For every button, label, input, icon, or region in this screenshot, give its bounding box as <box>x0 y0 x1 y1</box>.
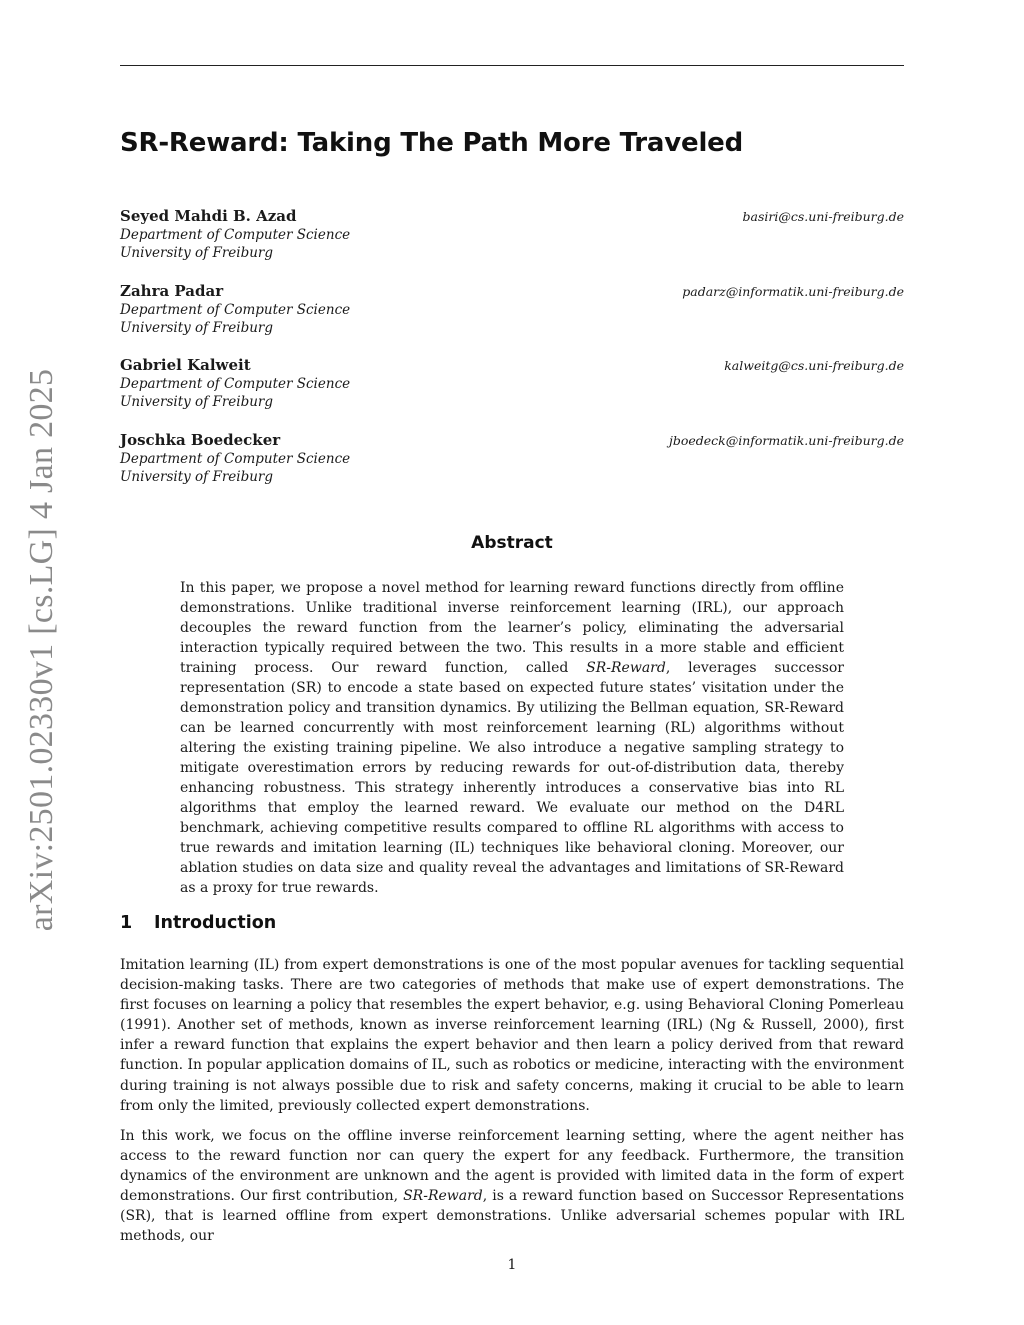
abstract-text <box>180 578 844 898</box>
paragraph-text-part: In this work, we focus on the offline inverse reinforcement learning setting, where the agent neither has access to the reward function nor can query the expert for any feedback. Furthermore, the transition dynamics of the environment are unknown and the agent is provided with limited data in the form of expert demonstrations. Our first contribution, <box>120 1128 904 1205</box>
author-block <box>120 431 904 486</box>
author-department: Department of Computer Science <box>120 376 351 392</box>
author-block <box>120 356 904 411</box>
author-department: Department of Computer Science <box>120 302 351 318</box>
paragraph-emphasis: SR-Reward <box>403 1188 483 1205</box>
author-department: Department of Computer Science <box>120 227 351 243</box>
abstract-heading: Abstract <box>471 533 553 553</box>
author-email[interactable]: padarz@informatik.uni-freiburg.de <box>682 284 904 299</box>
paragraph-text-part: , is a reward function based on Successor Representations (SR), that is learned offline from expert demonstrations. Unlike adversarial schemes popular with IRL methods, our <box>120 1188 905 1245</box>
author-university: University of Freiburg <box>120 469 274 485</box>
section-number: 1 <box>120 913 133 933</box>
author-university: University of Freiburg <box>120 245 274 261</box>
author-name: Zahra Padar <box>120 282 224 300</box>
section-heading <box>120 913 276 933</box>
abstract-text-part: , leverages successor representation (SR) to encode a state based on expected future states’ visitation under the demonstration policy and transition dynamics. By utilizing the Bellman equation, SR-Reward can be learned concurrently with most reinforcement learning (RL) algorithms without altering the existing training pipeline. We also introduce a negative sampling strategy to mitigate overestimation errors by reducing rewards for out-of-distribution data, thereby enhancing robustness. This strategy inherently introduces a conservative bias into RL algorithms that employ the learned reward. We evaluate our method on the D4RL benchmark, achieving competitive results compared to offline RL algorithms with access to true rewards and imitation learning (IL) techniques like behavioral cloning. Moreover, our ablation studies on data size and quality reveal the advantages and limitations of SR-Reward as a proxy for true rewards. <box>180 660 844 896</box>
paper-title: SR-Reward: Taking The Path More Traveled <box>120 128 743 158</box>
author-email[interactable]: basiri@cs.uni-freiburg.de <box>742 209 904 224</box>
page-number: 1 <box>507 1257 517 1273</box>
arxiv-identifier-stamp: arXiv:2501.02330v1 [cs.LG] 4 Jan 2025 <box>23 368 60 932</box>
author-block <box>120 282 904 337</box>
author-name: Seyed Mahdi B. Azad <box>120 207 297 225</box>
abstract-text-part: In this paper, we propose a novel method for learning reward functions directly from offline demonstrations. Unlike traditional inverse reinforcement learning (IRL), our approach decouples the reward function from the learner’s policy, eliminating the adversarial interaction typically required between the two. This results in a more stable and efficient training process. Our reward function, called <box>180 580 844 676</box>
author-name: Joschka Boedecker <box>120 431 281 449</box>
author-block <box>120 207 904 262</box>
abstract-emphasis: SR-Reward <box>586 660 666 676</box>
author-department: Department of Computer Science <box>120 451 351 467</box>
author-name: Gabriel Kalweit <box>120 356 251 374</box>
author-email[interactable]: jboedeck@informatik.uni-freiburg.de <box>668 433 904 448</box>
section-title: Introduction <box>154 913 277 933</box>
top-rule <box>120 65 904 66</box>
author-email[interactable]: kalweitg@cs.uni-freiburg.de <box>724 358 904 373</box>
author-university: University of Freiburg <box>120 320 274 336</box>
intro-paragraph: Imitation learning (IL) from expert demonstrations is one of the most popular avenues for tackling sequential decision-making tasks. There are two categories of methods that make use of expert demonstrations. The first focuses on learning a policy that resembles the expert behavior, e.g. using Behavioral Cloning Pomerleau (1991). Another set of methods, known as inverse reinforcement learning (IRL) (Ng & Russell, 2000), first infer a reward function that explains the expert behavior and then learn a policy derived from that reward function. In popular application domains of IL, such as robotics or medicine, interacting with the environment during training is not always possible due to risk and safety concerns, making it crucial to be able to learn from only the limited, previously collected expert demonstrations. <box>120 957 904 1114</box>
author-university: University of Freiburg <box>120 394 274 410</box>
intro-paragraph <box>120 1126 904 1247</box>
